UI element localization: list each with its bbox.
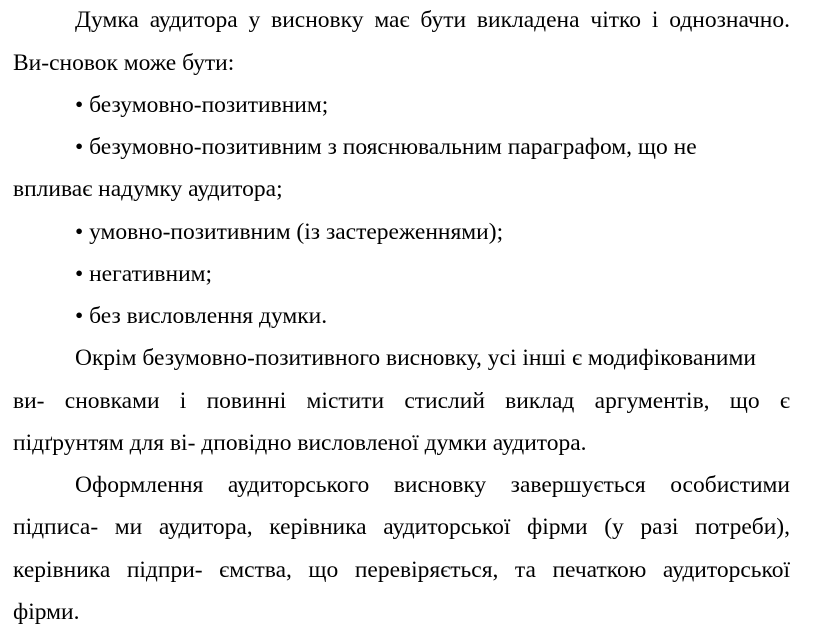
bullet-item-3: • умовно-позитивним (із застереженнями);	[75, 219, 504, 245]
text-line-11: підґрунтям для ві- дповідно висловленої думки аудитора.	[13, 430, 587, 456]
text-line-12: Оформлення аудиторського висновку завершується особистими	[75, 472, 790, 498]
bullet-item-2-continuation: впливає надумку аудитора;	[13, 176, 283, 202]
text-line-1: Думка аудитора у висновку має бути викладена чітко і однозначно.	[75, 7, 790, 33]
text-line-15: фірми.	[13, 599, 80, 625]
text-line-14: керівника підпри- ємства, що перевіряється, та печаткою аудиторської	[13, 557, 790, 583]
text-line-2: Ви-сновок може бути:	[13, 50, 235, 76]
bullet-item-1: • безумовно-позитивним;	[75, 92, 329, 118]
text-line-9: Окрім безумовно-позитивного висновку, усі інші є модифікованими	[75, 345, 756, 371]
bullet-item-4: • негативним;	[75, 261, 213, 287]
text-line-13: підписа- ми аудитора, керівника аудиторської фірми (у разі потреби),	[13, 514, 790, 540]
bullet-item-2: • безумовно-позитивним з пояснювальним параграфом, що не	[75, 134, 697, 160]
text-line-10: ви- сновками і повинні містити стислий виклад аргументів, що є	[13, 388, 790, 414]
bullet-item-5: • без висловлення думки.	[75, 303, 328, 329]
